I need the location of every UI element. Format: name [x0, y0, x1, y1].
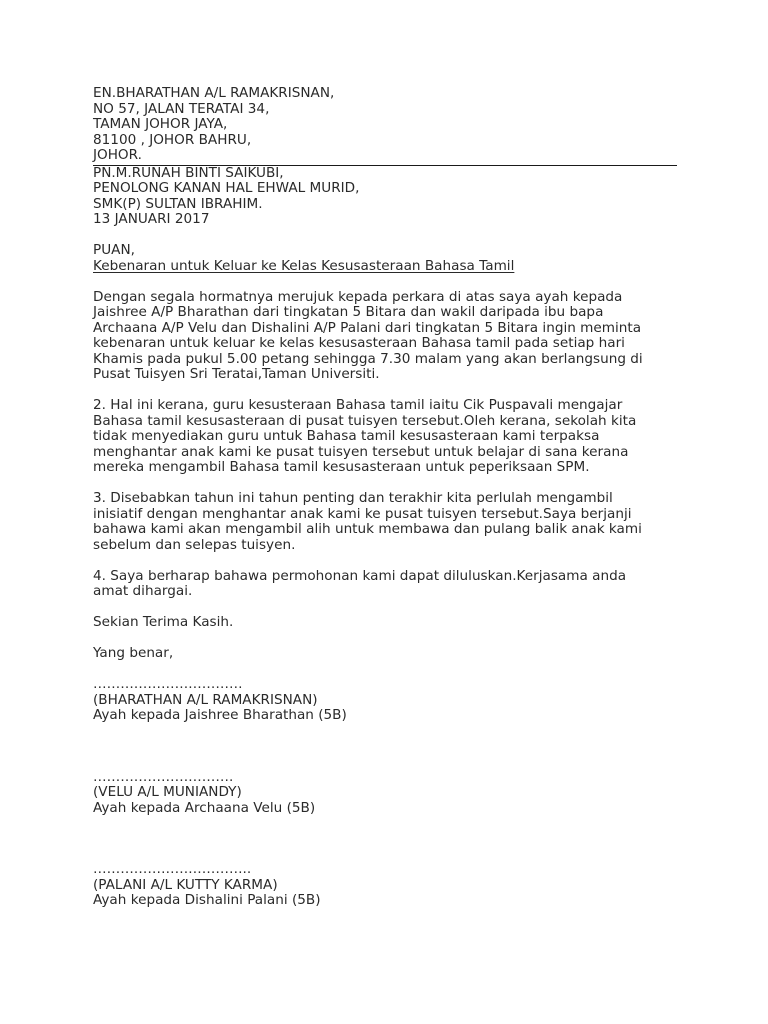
- paragraph-line: inisiatif dengan menghantar anak kami ke pusat tuisyen tersebut.Saya berjanji: [93, 505, 632, 522]
- spacer: [93, 816, 677, 862]
- paragraph-line: 4. Saya berharap bahawa permohonan kami dapat diluluskan.Kerjasama anda: [93, 567, 627, 584]
- paragraph-line: tidak menyediakan guru untuk Bahasa tamil kesusasteraan kami terpaksa: [93, 428, 600, 444]
- signature-block-1: [93, 677, 677, 724]
- paragraph-line: amat dihargai.: [93, 583, 193, 599]
- paragraph-line: Jaishree A/P Bharathan dari tingkatan 5 Bitara dan wakil daripada ibu bapa: [93, 304, 604, 320]
- paragraph-line: Archaana A/P Velu dan Dishalini A/P Palani dari tingkatan 5 Bitara ingin meminta: [93, 319, 642, 336]
- paragraph-line: Khamis pada pukul 5.00 petang sehingga 7.30 malam yang akan berlangsung di: [93, 350, 643, 367]
- signatory-name: (VELU A/L MUNIANDY): [93, 784, 242, 800]
- paragraph-line: sebelum dan selepas tuisyen.: [93, 536, 296, 553]
- paragraph-line: bahawa kami akan mengambil alih untuk membawa dan pulang balik anak kami: [93, 521, 642, 537]
- paragraph-3: [93, 491, 677, 553]
- spacer: [93, 662, 677, 678]
- sender-name: EN.BHARATHAN A/L RAMAKRISNAN,: [93, 85, 335, 101]
- paragraph-line: Bahasa tamil kesusasteraan di pusat tuisyen tersebut.Oleh kerana, sekolah kita: [93, 412, 637, 429]
- paragraph-line: menghantar anak kami ke pusat tuisyen tersebut untuk belajar di sana kerana: [93, 443, 629, 460]
- spacer: [93, 553, 677, 569]
- salutation: PUAN,: [93, 242, 135, 258]
- signatory-role: Ayah kepada Jaishree Bharathan (5B): [93, 707, 347, 723]
- paragraph-line: 2. Hal ini kerana, guru kesusteraan Bahasa tamil iaitu Cik Puspavali mengajar: [93, 397, 623, 413]
- paragraph-line: mereka mengambil Bahasa tamil kesusasteraan untuk peperiksaan SPM.: [93, 459, 590, 475]
- spacer: [93, 724, 677, 770]
- recipient-address: [93, 166, 677, 228]
- spacer: [93, 274, 677, 290]
- paragraph-4: [93, 569, 677, 600]
- paragraph-line: kebenaran untuk keluar ke kelas kesusasteraan Bahasa tamil pada setiap hari: [93, 335, 625, 351]
- sender-area: TAMAN JOHOR JAYA,: [93, 116, 228, 132]
- signature-block-2: [93, 770, 677, 817]
- recipient-name: PN.M.RUNAH BINTI SAIKUBI,: [93, 164, 284, 181]
- signoff-line: Yang benar,: [93, 645, 174, 661]
- closing-line: Sekian Terima Kasih.: [93, 614, 234, 630]
- spacer: [93, 383, 677, 399]
- sender-state: JOHOR.: [93, 147, 142, 163]
- spacer: [93, 476, 677, 492]
- paragraph-line: 3. Disebabkan tahun ini tahun penting dan terakhir kita perlulah mengambil: [93, 490, 613, 506]
- signatory-role: Ayah kepada Archaana Velu (5B): [93, 799, 316, 816]
- sender-street: NO 57, JALAN TERATAI 34,: [93, 100, 270, 117]
- subject-line: Kebenaran untuk Keluar ke Kelas Kesusasteraan Bahasa Tamil: [93, 257, 515, 274]
- paragraph-line: Dengan segala hormatnya merujuk kepada perkara di atas saya ayah kepada: [93, 288, 623, 305]
- signature-block-3: [93, 862, 677, 909]
- sender-address: [93, 86, 677, 164]
- signature-dots: ……………………………: [93, 676, 243, 692]
- recipient-position: PENOLONG KANAN HAL EHWAL MURID,: [93, 180, 360, 196]
- signatory-name: (PALANI A/L KUTTY KARMA): [93, 876, 278, 893]
- spacer: [93, 631, 677, 647]
- recipient-school: SMK(P) SULTAN IBRAHIM.: [93, 195, 263, 212]
- letter-date: 13 JANUARI 2017: [93, 211, 210, 227]
- spacer: [93, 228, 677, 244]
- signatory-name: (BHARATHAN A/L RAMAKRISNAN): [93, 691, 318, 708]
- signature-dots: ……………………………..: [93, 861, 252, 877]
- paragraph-line: Pusat Tuisyen Sri Teratai,Taman Universiti.: [93, 366, 380, 382]
- signature-dots: ………………………….: [93, 768, 234, 785]
- spacer: [93, 600, 677, 616]
- paragraph-2: [93, 398, 677, 476]
- sender-postcode-city: 81100 , JOHOR BAHRU,: [93, 131, 252, 148]
- signatory-role: Ayah kepada Dishalini Palani (5B): [93, 892, 321, 908]
- letter-page: [93, 86, 677, 909]
- paragraph-1: [93, 290, 677, 383]
